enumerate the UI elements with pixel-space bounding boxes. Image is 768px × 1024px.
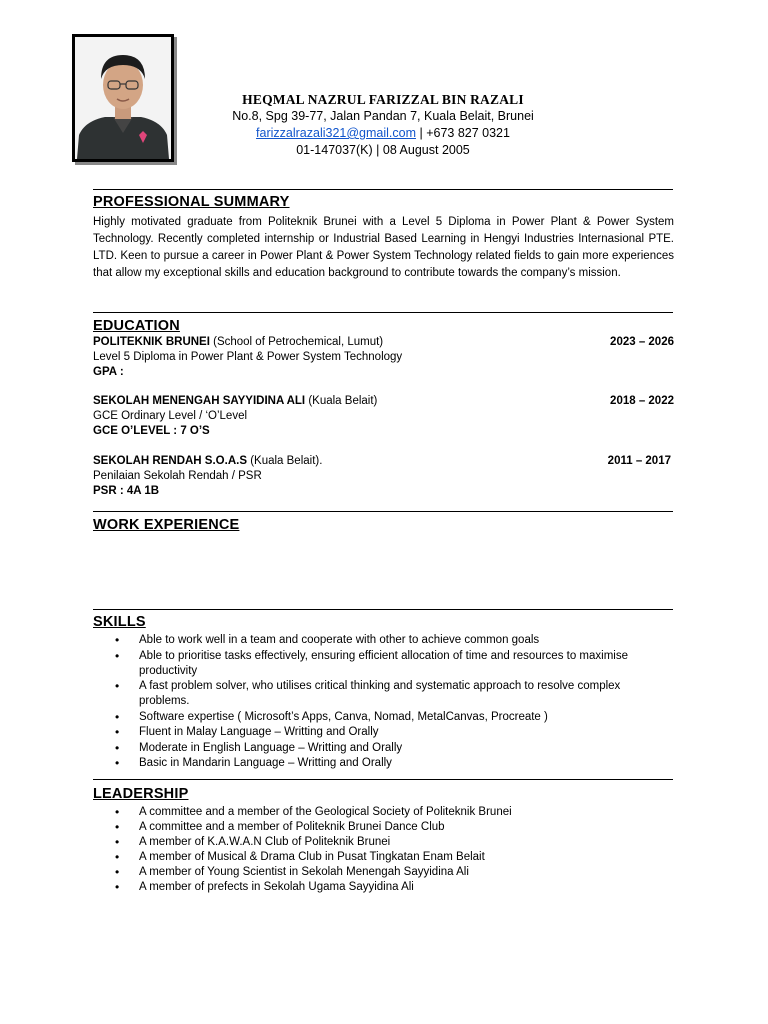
- leadership-item: • A committee and a member of the Geological Society of Politeknik Brunei: [93, 805, 653, 820]
- profile-photo: [72, 34, 174, 162]
- divider: [93, 779, 673, 780]
- divider: [93, 189, 673, 190]
- divider: [93, 511, 673, 512]
- address: No.8, Spg 39-77, Jalan Pandan 7, Kuala Belait, Brunei: [232, 109, 534, 123]
- education-result: GCE O’LEVEL : 7 O’S: [93, 425, 210, 437]
- skill-item: • Software expertise ( Microsoft’s Apps, Canva, Nomad, MetalCanvas, Procreate ): [93, 710, 653, 725]
- education-heading: EDUCATION: [93, 318, 180, 334]
- skill-item: • Basic in Mandarin Language – Writting and Orally: [93, 756, 653, 771]
- summary-text: Highly motivated graduate from Politeknik Brunei with a Level 5 Diploma in Power Plant & Power System Technology. Recently completed internship or Industrial Based Learning in Hengyi Industries Internasional PTE. LTD. Keen to pursue a career in Power Plant & Power System Technology related fields to gain more experiences that allow my exceptional skills and education background to contribute towards the company’s mission.: [93, 216, 674, 279]
- skill-item: • Fluent in Malay Language – Writting and Orally: [93, 725, 653, 740]
- skill-item: • Able to work well in a team and cooperate with other to achieve common goals: [93, 633, 653, 648]
- skills-list: [93, 633, 653, 772]
- skills-heading: SKILLS: [93, 614, 146, 630]
- divider: [93, 609, 673, 610]
- education-result: PSR : 4A 1B: [93, 485, 160, 497]
- education-school: SEKOLAH MENENGAH SAYYIDINA ALI (Kuala Belait): [93, 395, 378, 407]
- skill-item: • Able to prioritise tasks effectively, ensuring efficient allocation of time and resources to maximise productivity: [93, 649, 653, 679]
- summary-heading: PROFESSIONAL SUMMARY: [93, 194, 290, 210]
- phone: | +673 827 0321: [416, 126, 510, 140]
- id-dob: 01-147037(K) | 08 August 2005: [296, 143, 470, 157]
- education-school: POLITEKNIK BRUNEI (School of Petrochemical, Lumut): [93, 336, 384, 348]
- skill-item: • Moderate in English Language – Writting and Orally: [93, 741, 653, 756]
- leadership-item: • A member of prefects in Sekolah Ugama Sayyidina Ali: [93, 880, 653, 895]
- divider: [93, 312, 673, 313]
- leadership-item: • A committee and a member of Politeknik Brunei Dance Club: [93, 820, 653, 835]
- profile-photo-image: [75, 37, 171, 159]
- skill-item: • A fast problem solver, who utilises critical thinking and systematic approach to resolve complex problems.: [93, 679, 653, 709]
- leadership-item: • A member of Young Scientist in Sekolah Menengah Sayyidina Ali: [93, 865, 653, 880]
- education-years: 2018 – 2022: [610, 395, 674, 407]
- leadership-item: • A member of K.A.W.A.N Club of Politeknik Brunei: [93, 835, 653, 850]
- education-qualification: Penilaian Sekolah Rendah / PSR: [93, 470, 262, 482]
- applicant-name: HEQMAL NAZRUL FARIZZAL BIN RAZALI: [242, 92, 524, 107]
- leadership-heading: LEADERSHIP: [93, 786, 189, 802]
- work-experience-heading: WORK EXPERIENCE: [93, 517, 240, 533]
- leadership-list: [93, 805, 653, 895]
- education-years: 2023 – 2026: [610, 336, 674, 348]
- education-years: 2011 – 2017: [607, 455, 671, 467]
- education-qualification: Level 5 Diploma in Power Plant & Power System Technology: [93, 351, 403, 363]
- education-result: GPA :: [93, 366, 124, 378]
- leadership-item: • A member of Musical & Drama Club in Pusat Tingkatan Enam Belait: [93, 850, 653, 865]
- email-link[interactable]: farizzalrazali321@gmail.com: [256, 126, 416, 140]
- education-qualification: GCE Ordinary Level / ‘O’Level: [93, 410, 248, 422]
- contact-line: [200, 126, 566, 140]
- education-school: SEKOLAH RENDAH S.O.A.S (Kuala Belait).: [93, 455, 323, 467]
